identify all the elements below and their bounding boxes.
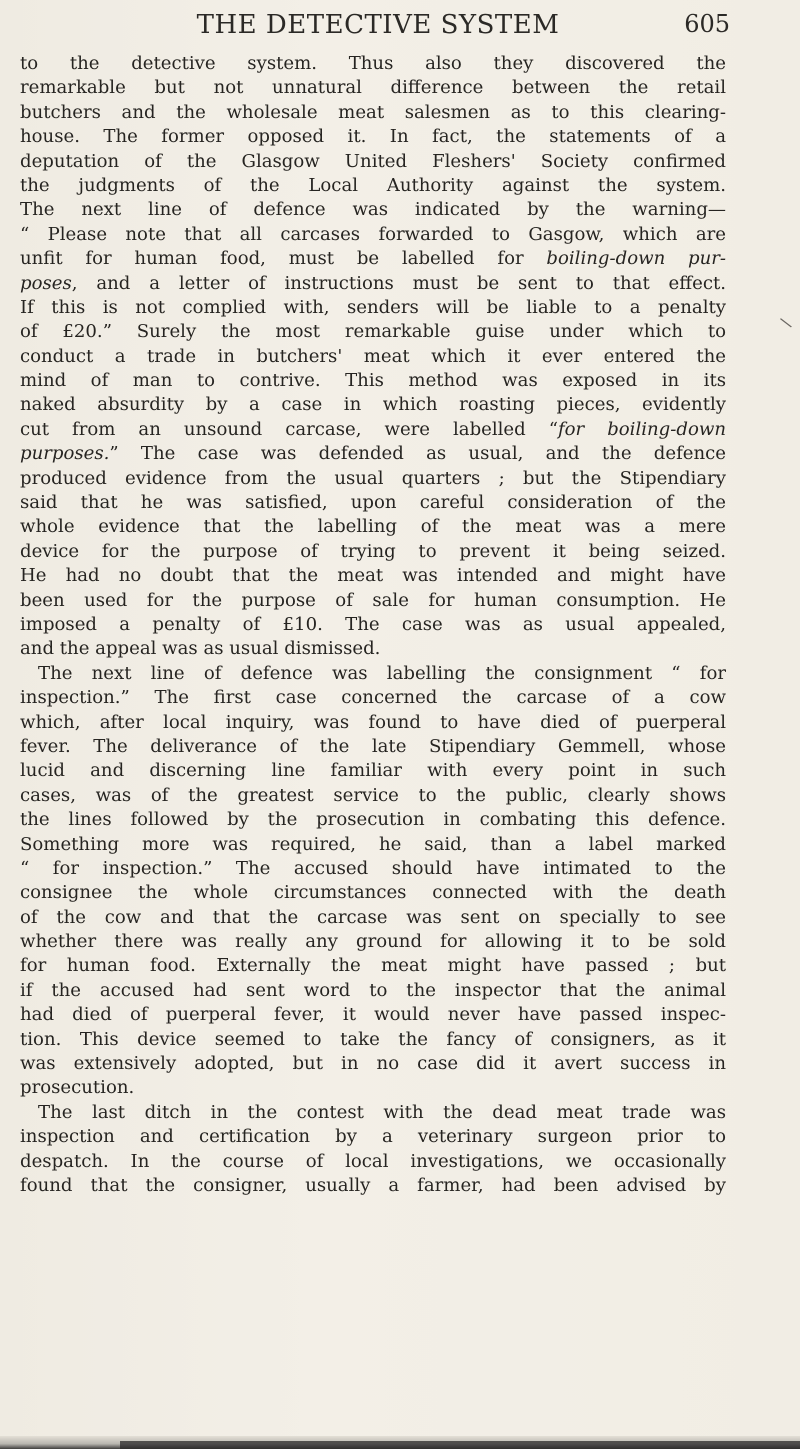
text-line: The next line of defence was indicated by the warning— xyxy=(20,199,726,221)
text-line: remarkable but not unnatural difference between the retail xyxy=(20,77,726,99)
text-line: imposed a penalty of £10. The case was as usual appealed, xyxy=(20,613,726,635)
text-line: for human food. Externally the meat might have passed ; but xyxy=(20,955,726,977)
text-line: deputation of the Glasgow United Fleshers' Society confirmed xyxy=(20,150,726,172)
page-header xyxy=(0,8,800,48)
text-line: If this is not complied with, senders will be liable to a penalty xyxy=(20,296,726,318)
italic-run: purposes. xyxy=(20,443,110,465)
italic-run: poses xyxy=(20,272,72,294)
page-number: 605 xyxy=(684,10,730,38)
italic-run: boiling-down pur- xyxy=(546,248,726,270)
text-line: which, after local inquiry, was found to have died of puerperal xyxy=(20,711,726,733)
text-run: , and a letter of instructions must be sent to that effect. xyxy=(71,272,726,294)
text-run: cut from an unsound carcase, were labelled “ xyxy=(20,418,558,440)
text-line: been used for the purpose of sale for human consumption. He xyxy=(20,589,726,611)
text-line xyxy=(20,418,726,442)
text-line: consignee the whole circumstances connected with the death xyxy=(20,882,726,904)
text-line: inspection.” The first case concerned the carcase of a cow xyxy=(20,687,726,709)
text-line: lucid and discerning line familiar with every point in such xyxy=(20,760,726,782)
text-line: whether there was really any ground for allowing it to be sold xyxy=(20,931,726,953)
text-line: had died of puerperal fever, it would never have passed inspec- xyxy=(20,1004,726,1026)
text-run: ” The case was defended as usual, and the defence xyxy=(109,443,726,465)
text-line: inspection and certification by a veterinary surgeon prior to xyxy=(20,1126,726,1148)
text-line: He had no doubt that the meat was intended and might have xyxy=(20,565,726,587)
text-line: produced evidence from the usual quarters ; but the Stipendiary xyxy=(20,467,726,489)
text-line: butchers and the wholesale meat salesmen as to this clearing- xyxy=(20,101,726,123)
text-line: prosecution. xyxy=(20,1077,135,1099)
text-line: of the cow and that the carcase was sent on specially to see xyxy=(20,906,726,928)
text-line: “ Please note that all carcases forwarded to Gasgow, which are xyxy=(20,223,726,245)
margin-pencil-mark: \ xyxy=(778,313,794,332)
text-line: the lines followed by the prosecution in combating this defence. xyxy=(20,809,726,831)
body-text xyxy=(20,52,726,1198)
running-title: THE DETECTIVE SYSTEM xyxy=(196,10,560,40)
text-line: “ for inspection.” The accused should have intimated to the xyxy=(20,857,726,879)
text-line: cases, was of the greatest service to the public, clearly shows xyxy=(20,784,726,806)
text-line: to the detective system. Thus also they discovered the xyxy=(20,53,726,74)
text-line: mind of man to contrive. This method was exposed in its xyxy=(20,370,726,392)
text-line: despatch. In the course of local investigations, we occasionally xyxy=(20,1150,726,1172)
text-line: conduct a trade in butchers' meat which it ever entered the xyxy=(20,345,726,367)
text-line: house. The former opposed it. In fact, the statements of a xyxy=(20,126,726,148)
text-line xyxy=(20,272,726,296)
text-line: found that the consigner, usually a farmer, had been advised by xyxy=(20,1174,726,1196)
text-line xyxy=(20,247,726,271)
text-line: naked absurdity by a case in which roasting pieces, evidently xyxy=(20,394,726,416)
text-line: The next line of defence was labelling the consignment “ for xyxy=(38,662,726,684)
text-line: device for the purpose of trying to prevent it being seized. xyxy=(20,540,726,562)
text-line: and the appeal was as usual dismissed. xyxy=(20,638,381,660)
text-run: unfit for human food, must be labelled for xyxy=(20,248,524,270)
text-line: tion. This device seemed to take the fancy of consigners, as it xyxy=(20,1028,726,1050)
text-line: if the accused had sent word to the inspector that the animal xyxy=(20,979,726,1001)
text-line: whole evidence that the labelling of the meat was a mere xyxy=(20,516,726,538)
italic-run: for boiling-down xyxy=(557,418,726,440)
text-line: Something more was required, he said, than a label marked xyxy=(20,833,726,855)
text-line xyxy=(20,442,726,466)
text-line: the judgments of the Local Authority against the system. xyxy=(20,174,726,196)
text-line: said that he was satisfied, upon careful consideration of the xyxy=(20,492,726,514)
text-line: fever. The deliverance of the late Stipendiary Gemmell, whose xyxy=(20,735,726,757)
text-line: of £20.” Surely the most remarkable guise under which to xyxy=(20,321,726,343)
scan-shadow xyxy=(120,1441,800,1449)
text-line: The last ditch in the contest with the dead meat trade was xyxy=(38,1101,726,1123)
text-line: was extensively adopted, but in no case did it avert success in xyxy=(20,1053,726,1075)
